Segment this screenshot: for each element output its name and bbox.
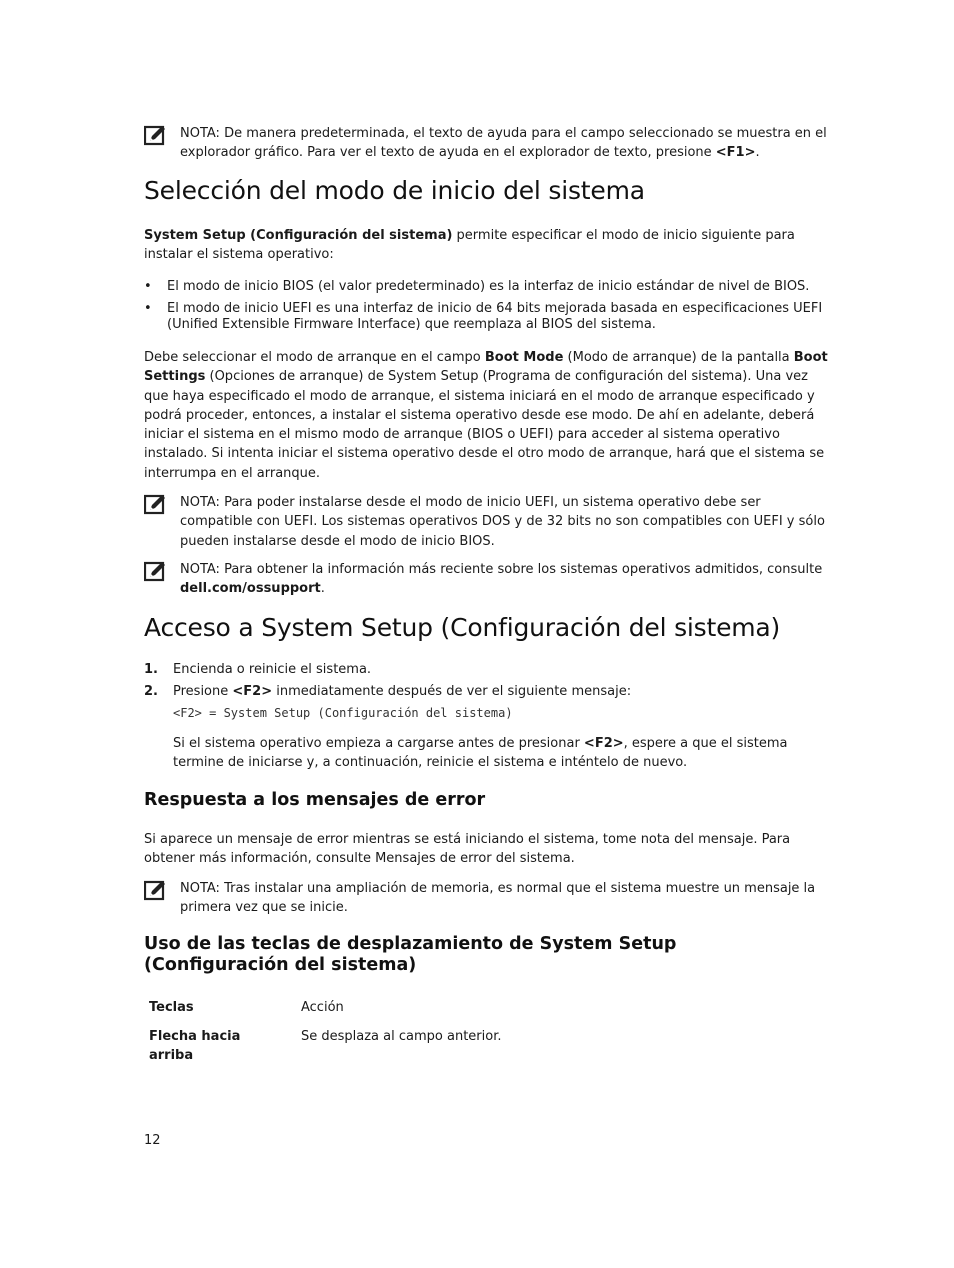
note-pencil-icon [144, 879, 166, 901]
ossupport-link[interactable]: dell.com/ossupport [180, 581, 321, 597]
key-f2: <F2> [232, 684, 273, 699]
key-name: Flecha hacia arriba [149, 1029, 241, 1063]
note-uefi [144, 493, 836, 551]
note-text [180, 879, 836, 918]
step-text: inmediatamente después de ver el siguiente mensaje: [272, 684, 632, 699]
step-item [144, 662, 836, 678]
para-text: , espere a que el sistema termine de iniciarse y, a continuación, reinicie el sistema e inténtelo de nuevo. [173, 736, 788, 771]
table-cell-action: Se desplaza al campo anterior. [301, 1029, 502, 1044]
page-number: 12 [144, 1133, 161, 1148]
step-number: 1. [144, 662, 158, 677]
section-intro [144, 226, 836, 265]
table-row [149, 1027, 501, 1065]
para-text: (Opciones de arranque) de System Setup (Programa de configuración del sistema). Una vez que haya especificado el modo de arranque, el sistema iniciará en el modo de arranque especificado y podrá proceder, entonces, a instalar el sistema operativo desde ese modo. De ahí en adelante, deberá iniciar el sistema en el mismo modo de arranque (BIOS o UEFI) para acceder al sistema operativo instalado. Si intenta iniciar el sistema operativo desde el otro modo de arranque, hará que el sistema se interrumpa en el arranque. [144, 369, 825, 481]
table-header-row [149, 998, 501, 1027]
table-cell-key [149, 1027, 301, 1065]
note-pencil-icon [144, 560, 166, 582]
list-item: • El modo de inicio BIOS (el valor predeterminado) es la interfaz de inicio estándar de nivel de BIOS. [144, 279, 836, 295]
section-title-error-messages: Respuesta a los mensajes de error [144, 790, 486, 810]
boot-mode-list [144, 279, 836, 333]
note-end: . [755, 145, 760, 161]
intro-rest: permite especificar el modo de inicio siguiente para instalar el sistema operativo: [144, 228, 795, 263]
note-body: De manera predeterminada, el texto de ayuda para el campo seleccionado se muestra en el explorador gráfico. Para ver el texto de ayuda en el explorador de texto, presione [180, 126, 827, 161]
note-default-help [144, 124, 836, 163]
step-text: Presione [173, 684, 233, 699]
nav-keys-table [149, 998, 501, 1065]
boot-mode-term: Boot Mode [484, 350, 564, 365]
intro-bold: System Setup (Configuración del sistema) [144, 228, 453, 243]
step-number: 2. [144, 684, 158, 699]
note-text [180, 560, 836, 599]
section-title-nav-keys: Uso de las teclas de desplazamiento de System Setup (Configuración del sistema) [144, 934, 677, 975]
table-header-action: Acción [301, 1000, 344, 1015]
table-header-keys [149, 998, 301, 1027]
note-label: NOTA: [180, 562, 220, 577]
access-steps [144, 662, 836, 700]
note-body: Tras instalar una ampliación de memoria, es normal que el sistema muestre un mensaje la primera vez que se inicie. [180, 881, 816, 916]
note-body: Para obtener la información más reciente sobre los sistemas operativos admitidos, consulte [219, 562, 823, 577]
note-body: Para poder instalarse desde el modo de inicio UEFI, un sistema operativo debe ser compatible con UEFI. Los sistemas operativos DOS y de 32 bits no son compatibles con UEFI y sólo pueden instalarse desde el modo de inicio BIOS. [180, 495, 825, 549]
para-text: Si el sistema operativo empieza a cargarse antes de presionar [173, 736, 584, 751]
step-text: Encienda o reinicie el sistema. [173, 662, 372, 677]
note-end: . [320, 581, 325, 597]
note-label: NOTA: [180, 126, 220, 141]
note-memory [144, 879, 836, 918]
boot-mode-paragraph [144, 348, 836, 483]
step-follow-paragraph [173, 734, 836, 773]
boot-settings-term: Boot Settings [144, 350, 828, 385]
note-label: NOTA: [180, 495, 220, 510]
boot-message-code: <F2> = System Setup (Configuración del sistema) [173, 706, 513, 720]
section-title-access-setup: Acceso a System Setup (Configuración del sistema) [144, 613, 781, 642]
note-os-support [144, 560, 836, 599]
note-pencil-icon [144, 124, 166, 146]
key-f2: <F2> [583, 736, 624, 751]
step-item [144, 684, 836, 700]
key-f1: <F1> [715, 145, 756, 161]
error-paragraph: Si aparece un mensaje de error mientras se está iniciando el sistema, tome nota del mensaje. Para obtener más información, consulte Mensajes de error del sistema. [144, 832, 791, 867]
para-text: Debe seleccionar el modo de arranque en el campo [144, 350, 485, 365]
note-text [180, 124, 836, 163]
header-text: Teclas [149, 1000, 194, 1015]
note-pencil-icon [144, 493, 166, 515]
note-text [180, 493, 836, 551]
para-text: (Modo de arranque) de la pantalla [563, 350, 794, 365]
list-item: • El modo de inicio UEFI es una interfaz de inicio de 64 bits mejorada basada en especificaciones UEFI (Unified Extensible Firmware Interface) que reemplaza al BIOS del sistema. [144, 301, 836, 333]
note-label: NOTA: [180, 881, 220, 896]
section-title-boot-mode: Selección del modo de inicio del sistema [144, 176, 645, 205]
